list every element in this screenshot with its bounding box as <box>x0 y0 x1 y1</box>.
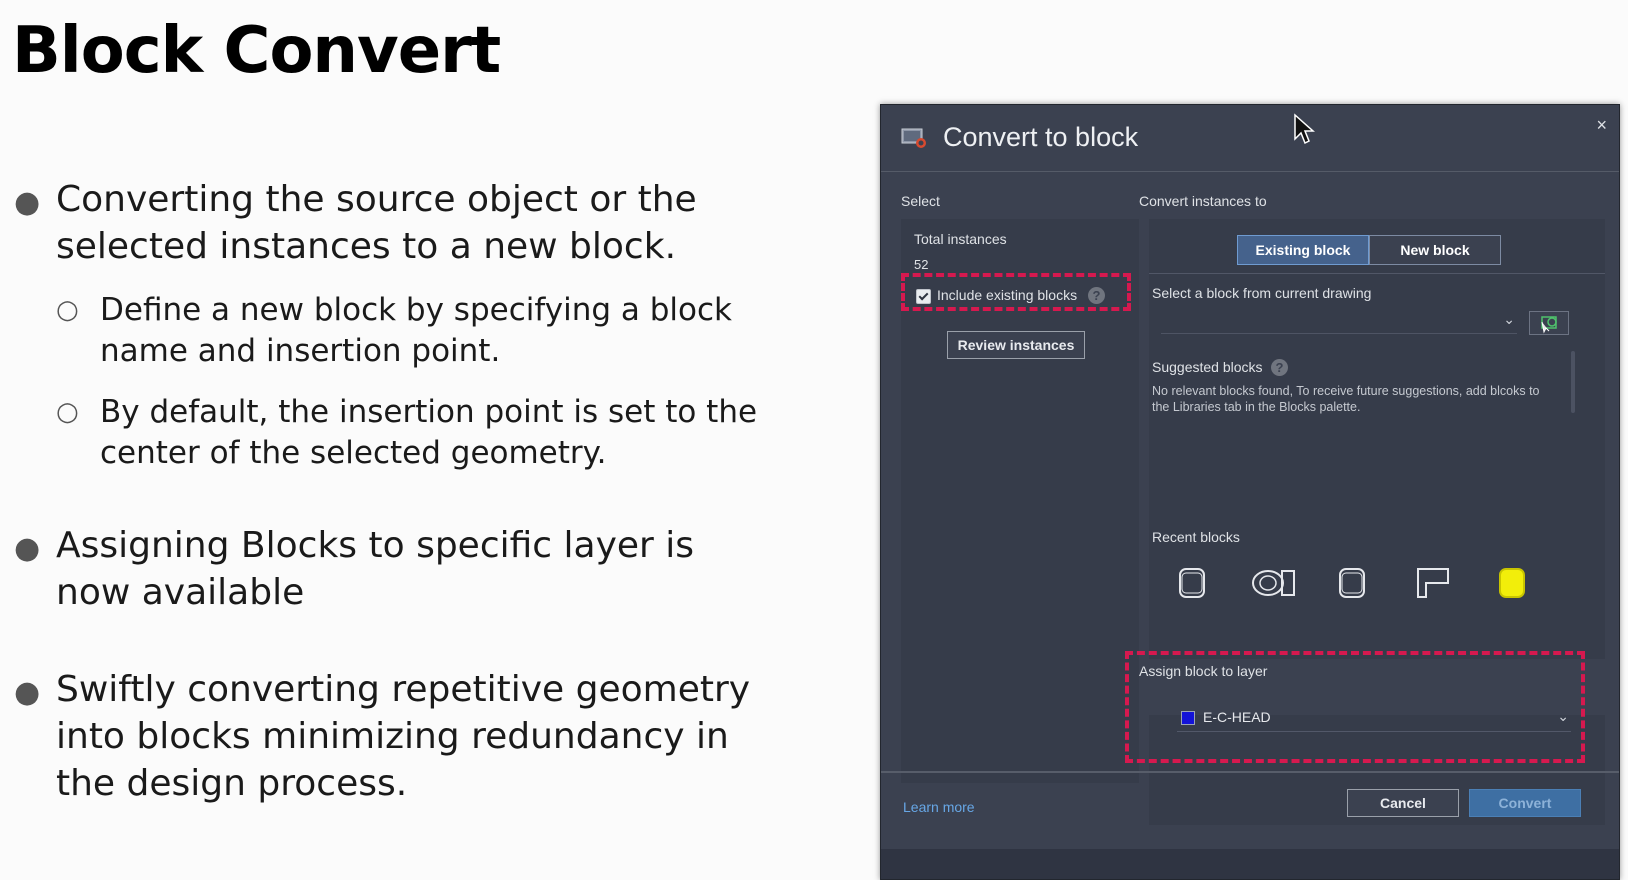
convert-instances-heading: Convert instances to <box>1139 193 1267 209</box>
slide-title: Block Convert <box>12 14 501 88</box>
chair-yellow-icon[interactable] <box>1492 565 1532 601</box>
sub-bullet-ring: ○ <box>56 295 79 325</box>
dialog-bottom-strip <box>881 849 1619 879</box>
bullet-2-line-1: Assigning Blocks to specific layer is <box>56 525 695 566</box>
pick-block-button[interactable] <box>1529 311 1569 335</box>
suggested-blocks-message: No relevant blocks found, To receive future suggestions, add blcoks to the Libraries tab in the Blocks palette. <box>1152 384 1540 414</box>
cancel-button[interactable]: Cancel <box>1347 789 1459 817</box>
chair-icon[interactable] <box>1332 565 1372 601</box>
dialog-header <box>881 105 1619 172</box>
pick-block-icon <box>1530 312 1568 334</box>
close-icon[interactable]: × <box>1596 115 1607 135</box>
convert-button[interactable]: Convert <box>1469 789 1581 817</box>
toilet-icon[interactable] <box>1250 565 1298 601</box>
dialog-title: Convert to block <box>943 122 1139 152</box>
block-select-dropdown[interactable] <box>1161 311 1517 334</box>
tabs-divider <box>1149 273 1605 274</box>
assign-layer-highlight <box>1125 651 1585 763</box>
total-instances-value: 52 <box>914 257 929 272</box>
learn-more-link[interactable]: Learn more <box>903 799 975 815</box>
sub-bullet-2-line-1: By default, the insertion point is set to the <box>100 394 758 430</box>
chevron-down-icon: ⌄ <box>1557 708 1569 724</box>
select-heading: Select <box>901 193 940 209</box>
review-instances-button[interactable]: Review instances <box>947 331 1085 359</box>
bullet-3 <box>14 666 751 807</box>
bullet-1-line-2: selected instances to a new block. <box>56 226 677 267</box>
suggested-blocks-label: Suggested blocks <box>1152 359 1263 375</box>
mouse-cursor-icon <box>1293 113 1317 147</box>
help-icon[interactable]: ? <box>1088 287 1105 304</box>
bullet-dot: ● <box>14 675 41 710</box>
bullet-dot: ● <box>14 185 41 220</box>
assign-layer-heading: Assign block to layer <box>1139 663 1268 679</box>
bullet-2 <box>14 522 695 616</box>
sub-bullet-1 <box>56 290 732 372</box>
include-existing-label[interactable]: Include existing blocks <box>937 287 1078 303</box>
bullet-3-line-1: Swiftly converting repetitive geometry <box>56 669 751 710</box>
total-instances-label: Total instances <box>914 231 1007 247</box>
bullet-1 <box>14 176 697 270</box>
bullet-1-line-1: Converting the source object or the <box>56 179 697 220</box>
convert-to-block-dialog <box>880 104 1620 880</box>
convert-tabs <box>1237 235 1501 263</box>
bullet-2-line-2: now available <box>56 572 305 613</box>
bullet-3-line-3: the design process. <box>56 763 408 804</box>
sub-bullet-2 <box>56 392 758 474</box>
select-block-label: Select a block from current drawing <box>1152 285 1372 301</box>
chevron-down-icon: ⌄ <box>1503 311 1515 327</box>
chair-icon[interactable] <box>1172 565 1212 601</box>
include-existing-highlight <box>901 273 1131 311</box>
footer-divider <box>881 771 1619 773</box>
sub-bullet-1-line-1: Define a new block by specifying a block <box>100 292 732 328</box>
bullet-dot: ● <box>14 531 41 566</box>
convert-block-icon <box>901 127 927 149</box>
desk-icon[interactable] <box>1412 565 1452 601</box>
sub-bullet-1-line-2: name and insertion point. <box>100 333 501 369</box>
tab-new-block[interactable]: New block <box>1369 235 1501 265</box>
suggestions-scrollbar[interactable] <box>1571 351 1575 413</box>
sub-bullet-ring: ○ <box>56 397 79 427</box>
layer-value: E-C-HEAD <box>1203 709 1271 725</box>
sub-bullet-2-line-2: center of the selected geometry. <box>100 435 607 471</box>
tab-existing-block[interactable]: Existing block <box>1237 235 1369 265</box>
recent-blocks-label: Recent blocks <box>1152 529 1240 545</box>
help-icon[interactable]: ? <box>1271 359 1288 376</box>
bullet-3-line-2: into blocks minimizing redundancy in <box>56 716 729 757</box>
